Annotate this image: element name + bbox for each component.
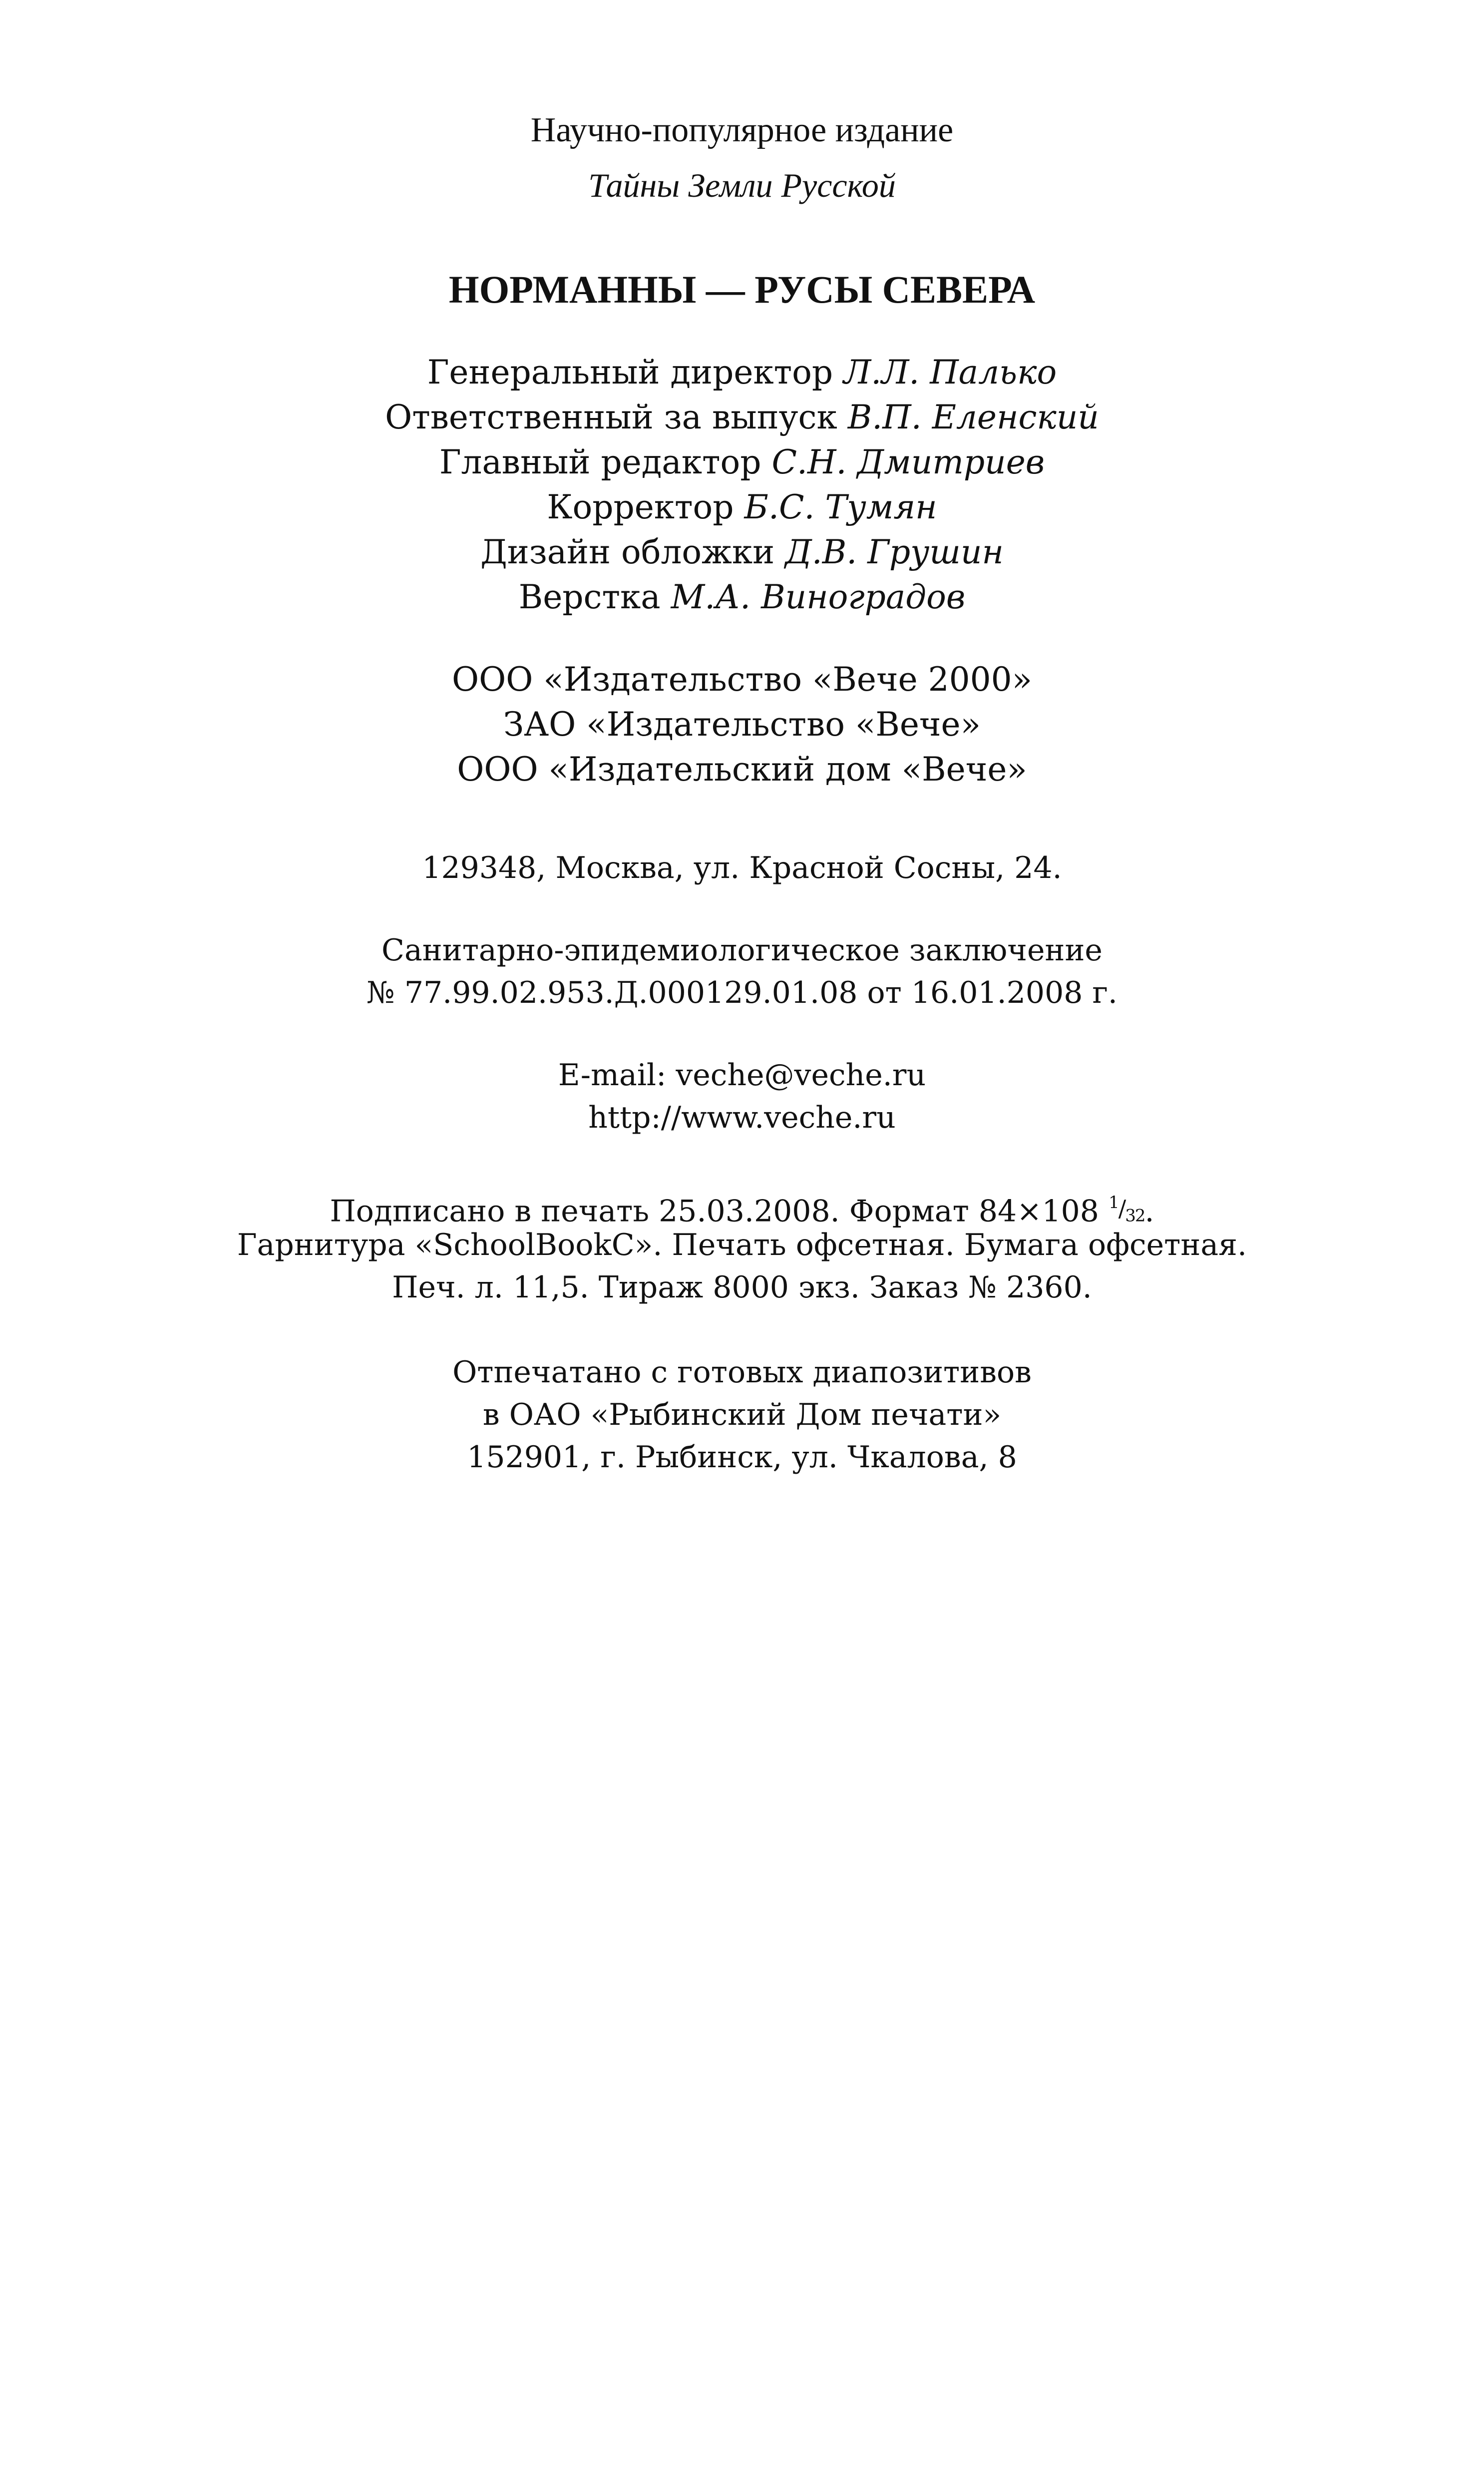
credit-name: В.П. Еленский [847, 398, 1099, 436]
credit-line [0, 350, 1484, 396]
publisher-address: 129348, Москва, ул. Красной Сосны, 24. [422, 850, 1062, 885]
edition-type: Научно-популярное издание [530, 111, 954, 149]
contact-email: E-mail: veche@veche.ru [558, 1058, 926, 1093]
credit-line [0, 574, 1484, 620]
print-signed-format: Подписано в печать 25.03.2008. Формат 84×108 [330, 1194, 1099, 1229]
credit-name: С.Н. Дмитриев [771, 443, 1045, 481]
publisher-line: ООО «Издательство «Вече 2000» [452, 660, 1032, 699]
credit-line [0, 484, 1484, 530]
printer-line: в ОАО «Рыбинский Дом печати» [482, 1397, 1002, 1432]
credit-name: Б.С. Тумян [744, 488, 937, 526]
credit-name: Д.В. Грушин [785, 533, 1004, 571]
sanitary-certificate-number: № 77.99.02.953.Д.000129.01.08 от 16.01.2008 г. [366, 975, 1117, 1010]
print-info-run: Печ. л. 11,5. Тираж 8000 экз. Заказ № 2360. [392, 1270, 1092, 1305]
print-info-line: Подписано в печать 25.03.2008. Формат 84×108 $^1/_{32}$. [0, 1181, 1484, 1238]
contact-website: http://www.veche.ru [588, 1100, 896, 1135]
format-denominator: 32 [1125, 1206, 1145, 1226]
book-title: НОРМАННЫ — РУСЫ СЕВЕРА [448, 268, 1036, 311]
credit-role: Главный редактор [439, 443, 761, 481]
credit-line [0, 395, 1484, 440]
series-title: Тайны Земли Русской [588, 166, 896, 204]
credit-name: Л.Л. Палько [843, 353, 1057, 392]
format-numerator: 1 [1109, 1193, 1118, 1213]
credit-name: М.А. Виноградов [671, 578, 966, 616]
publisher-line: ЗАО «Издательство «Вече» [503, 705, 981, 744]
format-fraction: $^1/_{32}$ [1109, 1193, 1145, 1226]
credit-role: Корректор [547, 488, 734, 526]
publisher-line: ООО «Издательский дом «Вече» [457, 750, 1027, 789]
credit-role: Дизайн обложки [480, 533, 775, 571]
sanitary-certificate-title: Санитарно-эпидемиологическое заключение [381, 933, 1103, 968]
printer-address: 152901, г. Рыбинск, ул. Чкалова, 8 [467, 1440, 1017, 1475]
credit-line [0, 529, 1484, 575]
print-info-typeface: Гарнитура «SchoolBookC». Печать офсетная. Бумага офсетная. [237, 1228, 1247, 1262]
printer-line: Отпечатано с готовых диапозитивов [452, 1355, 1032, 1390]
credit-role: Верстка [518, 578, 661, 616]
credit-line [0, 439, 1484, 485]
credit-role: Ответственный за выпуск [385, 398, 837, 436]
credit-role: Генеральный директор [427, 353, 833, 392]
